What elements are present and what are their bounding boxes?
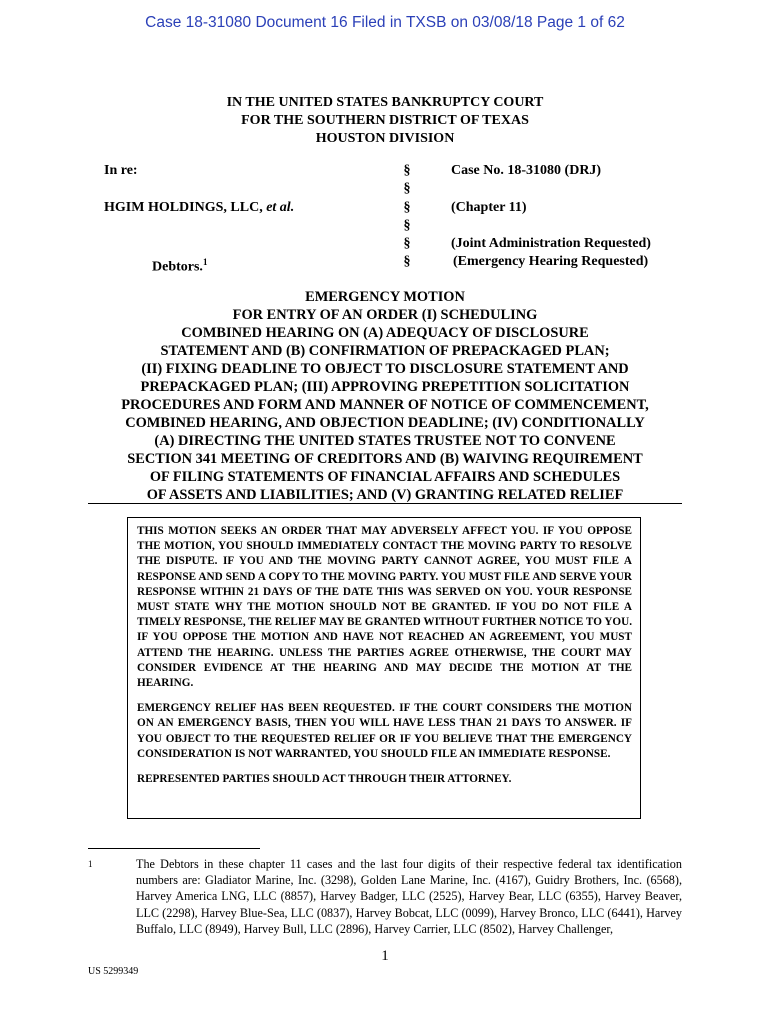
motion-title — [0, 288, 770, 504]
motion-title-line: PROCEDURES AND FORM AND MANNER OF NOTICE OF COMMENCEMENT, — [121, 397, 649, 413]
joint-administration-note: (Joint Administration Requested) — [451, 236, 651, 251]
ecf-filing-header: Case 18-31080 Document 16 Filed in TXSB on 03/08/18 Page 1 of 62 — [145, 14, 625, 31]
debtors-text: Debtors. — [152, 259, 203, 275]
footnote — [88, 856, 682, 937]
in-re-label: In re: — [104, 163, 138, 178]
court-heading-line: IN THE UNITED STATES BANKRUPTCY COURT — [226, 95, 544, 110]
emergency-hearing-note: (Emergency Hearing Requested) — [453, 254, 649, 269]
notice-paragraph: EMERGENCY RELIEF HAS BEEN REQUESTED. IF THE COURT CONSIDERS THE MOTION ON AN EMERGENCY BASIS, THEN YOU WILL HAVE LESS THAN 21 DAYS TO ANSWER. IF YOU OBJECT TO THE REQUESTED RELIEF OR IF YOU BELIEVE THAT THE EMERGENCY CONSIDERATION IS NOT WARRANTED, YOU SHOULD FILE AN IMMEDIATE RESPONSE. — [137, 702, 632, 760]
footnote-ref[interactable]: 1 — [202, 257, 208, 267]
court-heading-line: HOUSTON DIVISION — [315, 131, 455, 146]
title-divider — [88, 503, 682, 504]
section-mark: § — [403, 254, 411, 269]
chapter-label: (Chapter 11) — [451, 200, 527, 215]
section-mark: § — [403, 200, 411, 215]
motion-title-line: FOR ENTRY OF AN ORDER (I) SCHEDULING — [232, 307, 538, 323]
court-heading-line: FOR THE SOUTHERN DISTRICT OF TEXAS — [241, 113, 529, 128]
page-number: 1 — [381, 948, 389, 964]
section-mark: § — [403, 181, 411, 196]
court-heading — [0, 94, 770, 148]
notice-paragraph: THIS MOTION SEEKS AN ORDER THAT MAY ADVERSELY AFFECT YOU. IF YOU OPPOSE THE MOTION, YOU SHOULD IMMEDIATELY CONTACT THE MOVING PARTY TO RESOLVE THE DISPUTE. IF YOU AND THE MOVING PARTY CANNOT AGREE, YOU MUST FILE A RESPONSE AND SEND A COPY TO THE MOVING PARTY. YOU MUST FILE AND SERVE YOUR RESPONSE WITHIN 21 DAYS OF THE DATE THIS WAS SERVED ON YOU. YOUR RESPONSE MUST STATE WHY THE MOTION SHOULD NOT BE GRANTED. IF YOU DO NOT FILE A TIMELY RESPONSE, THE RELIEF MAY BE GRANTED WITHOUT FURTHER NOTICE TO YOU. IF YOU OPPOSE THE MOTION AND HAVE NOT REACHED AN AGREEMENT, YOU MUST ATTEND THE HEARING. UNLESS THE PARTIES AGREE OTHERWISE, THE COURT MAY CONSIDER EVIDENCE AT THE HEARING AND MAY DECIDE THE MOTION AT THE HEARING. — [137, 525, 632, 690]
motion-title-line: (A) DIRECTING THE UNITED STATES TRUSTEE NOT TO CONVENE — [154, 433, 616, 449]
footnote-divider — [88, 848, 260, 849]
motion-title-line: OF ASSETS AND LIABILITIES; AND (V) GRANTING RELATED RELIEF — [146, 487, 624, 503]
section-mark: § — [403, 163, 411, 178]
motion-title-line: COMBINED HEARING ON (A) ADEQUACY OF DISCLOSURE — [181, 325, 589, 341]
motion-title-line: OF FILING STATEMENTS OF FINANCIAL AFFAIRS AND SCHEDULES — [149, 469, 621, 485]
motion-title-line: PREPACKAGED PLAN; (III) APPROVING PREPETITION SOLICITATION — [140, 379, 630, 395]
notice-box — [127, 517, 641, 819]
motion-title-line: SECTION 341 MEETING OF CREDITORS AND (B) WAIVING REQUIREMENT — [127, 451, 643, 467]
motion-title-line: EMERGENCY MOTION — [305, 289, 465, 305]
debtor-party-name — [104, 199, 294, 217]
motion-title-line: COMBINED HEARING, AND OBJECTION DEADLINE; (IV) CONDITIONALLY — [125, 415, 645, 431]
case-number: Case No. 18-31080 (DRJ) — [451, 163, 602, 178]
motion-title-line: STATEMENT AND (B) CONFIRMATION OF PREPACKAGED PLAN; — [160, 343, 610, 359]
footnote-text: The Debtors in these chapter 11 cases and the last four digits of their respective federal tax identification numbers are: Gladiator Marine, Inc. (3298), Golden Lane Marine, Inc. (4167), Guidry Brothers, Inc. (6568), Harvey America LNG, LLC (8857), Harvey Badger, LLC (2525), Harvey Bear, LLC (6355), Harvey Beaver, LLC (2298), Harvey Blue-Sea, LLC (0837), Harvey Bobcat, LLC (0099), Harvey Bronco, LLC (6441), Harvey Buffalo, LLC (8949), Harvey Bull, LLC (2896), Harvey Carrier, LLC (8502), Harvey Challenger, — [136, 857, 682, 936]
party-et-al: et al. — [266, 200, 295, 215]
party-name-text: HGIM HOLDINGS, LLC, — [104, 200, 263, 215]
motion-title-line: (II) FIXING DEADLINE TO OBJECT TO DISCLOSURE STATEMENT AND — [141, 361, 629, 377]
notice-paragraph: REPRESENTED PARTIES SHOULD ACT THROUGH THEIR ATTORNEY. — [137, 773, 512, 786]
section-mark: § — [403, 236, 411, 251]
footnote-number: 1 — [88, 859, 93, 869]
section-mark: § — [403, 218, 411, 233]
document-id: US 5299349 — [88, 966, 139, 977]
debtors-label — [152, 253, 207, 277]
